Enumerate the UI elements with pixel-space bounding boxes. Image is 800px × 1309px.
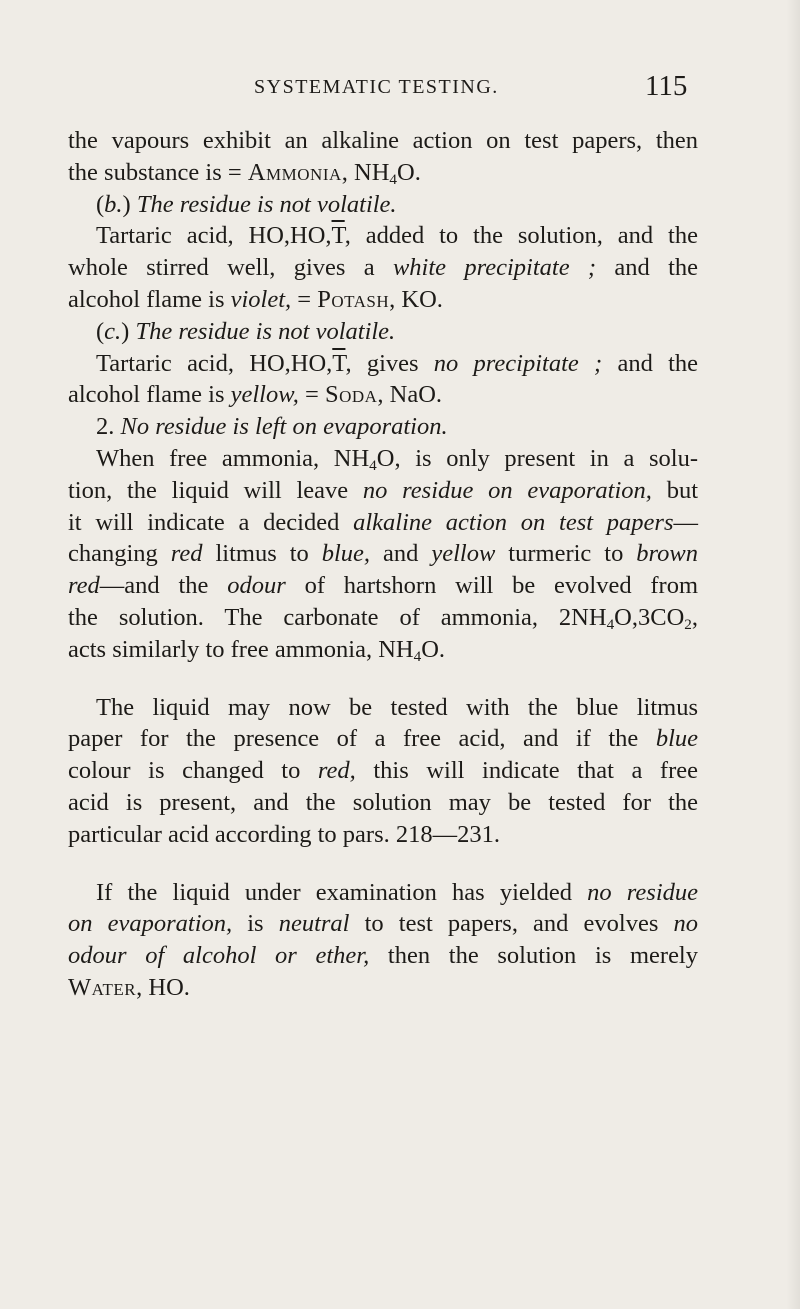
text-line-5: whole stirred well, gives a white precipitate ; and the [68,254,698,282]
text-line-6: alcohol flame is violet, = Potash, KO. [68,285,443,313]
term-ammonia: Ammonia [247,158,342,186]
text-line-4: Tartaric acid, $HO,HO,\overline{T}$, added to the solution, and the [96,222,698,250]
text-line-3: (b.) The residue is not volatile. [96,190,397,218]
text-line-20: colour is changed to red, this will indicate that a free [68,757,698,785]
text-line-9: alcohol flame is yellow, = Soda, NaO. [68,381,443,409]
text-line-26: Water, HO. [68,973,190,1001]
text-line-2: the substance is = Ammonia, $NH_4O$. [68,158,421,188]
text-line-22: particular acid according to pars. 218—231. [68,820,501,848]
page-number: 115 [645,70,688,102]
text-line-7: (c.) The residue is not volatile. [96,317,396,345]
paragraph-gap-2 [68,851,698,877]
term-water: Water [68,973,137,1001]
text-line-19: paper for the presence of a free acid, and if the blue [68,725,698,753]
text-line-25: odour of alcohol or ether, then the solution is merely [68,942,698,970]
text-line-11: When free ammonia, $NH_4O$, is only present in a solu- [96,444,698,474]
page-edge-shadow [786,0,800,1309]
text-line-18: The liquid may now be tested with the blue litmus [96,693,698,721]
text-line-10: 2. No residue is left on evaporation. [96,413,448,441]
text-line-17: acts similarly to free ammonia, $NH_4O$. [68,635,446,665]
body-text [68,125,698,1004]
text-line-1: the vapours exhibit an alkaline action on test papers, then [68,127,698,154]
text-line-13: it will indicate a decided alkaline action on test papers— [68,508,699,536]
subheading-residue-not-volatile-b: The residue is not volatile. [136,190,397,218]
running-head-title: SYSTEMATIC TESTING. [254,76,499,98]
text-line-15: red—and the odour of hartshorn will be evolved from [68,572,699,600]
text-line-12: tion, the liquid will leave no residue on evaporation, but [68,476,698,504]
subheading-no-residue: No residue is left on evaporation. [120,413,448,441]
text-line-21: acid is present, and the solution may be tested for the [68,788,698,816]
term-potash: Potash [317,285,390,313]
paragraph-gap-1 [68,666,698,692]
text-line-24: on evaporation, is neutral to test papers, and evolves no [68,910,698,938]
text-line-16: the solution. The carbonate of ammonia, $2NH_4O,3CO_2$, [68,603,698,633]
subheading-residue-not-volatile-c: The residue is not volatile. [135,317,396,345]
text-line-8: Tartaric acid, $HO,HO,\overline{T}$, gives no precipitate ; and the [96,349,699,377]
text-line-23: If the liquid under examination has yielded no residue [96,878,699,906]
term-soda: Soda [324,381,378,409]
text-line-14: changing red litmus to blue, and yellow turmeric to brown [68,540,699,568]
running-head [60,70,700,106]
